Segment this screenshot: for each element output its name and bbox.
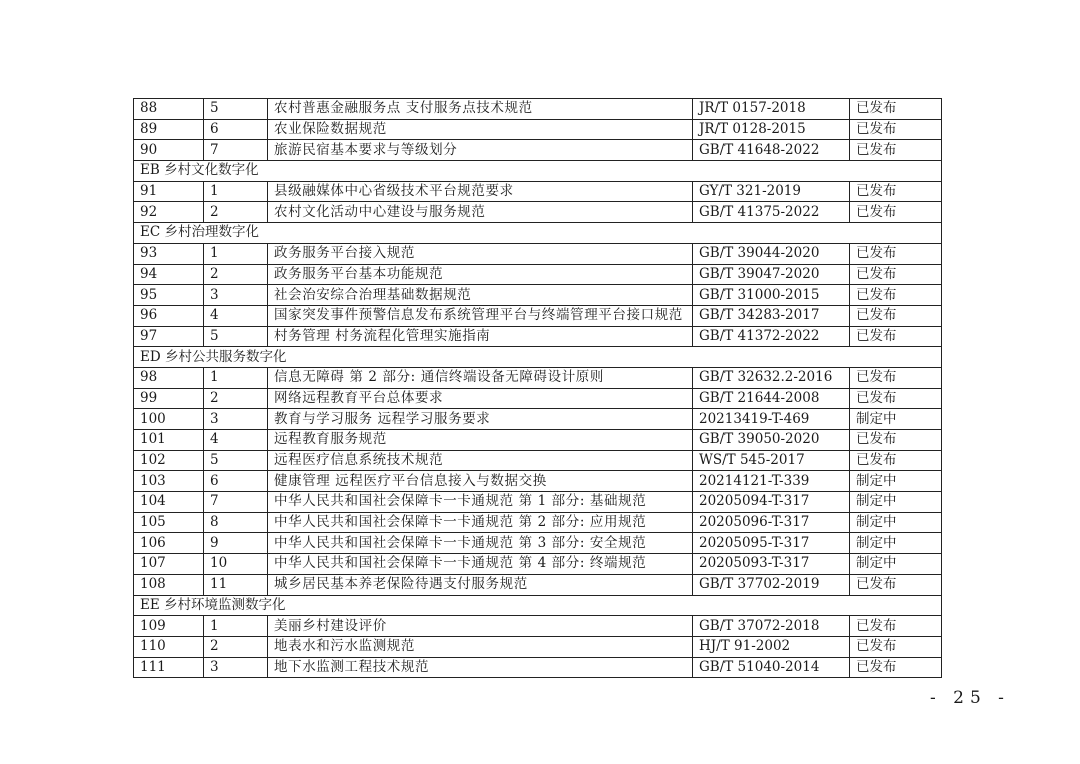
standard-name: 社会治安综合治理基础数据规范 xyxy=(268,285,693,306)
sub-number: 2 xyxy=(204,388,268,409)
standard-name: 村务管理 村务流程化管理实施指南 xyxy=(268,326,693,347)
standard-code: GB/T 21644-2008 xyxy=(693,388,850,409)
sub-number: 11 xyxy=(204,574,268,595)
sub-number: 1 xyxy=(204,616,268,637)
standard-code: 20205096-T-317 xyxy=(693,512,850,533)
standard-name: 远程教育服务规范 xyxy=(268,430,693,451)
table-row xyxy=(134,264,942,285)
standard-code: 20213419-T-469 xyxy=(693,409,850,430)
status-cell: 已发布 xyxy=(850,367,942,388)
status-cell: 已发布 xyxy=(850,119,942,140)
standard-name: 农村普惠金融服务点 支付服务点技术规范 xyxy=(268,99,693,120)
table-row xyxy=(134,305,942,326)
standard-name: 国家突发事件预警信息发布系统管理平台与终端管理平台接口规范 xyxy=(268,305,693,326)
standard-code: GB/T 37702-2019 xyxy=(693,574,850,595)
sub-number: 10 xyxy=(204,554,268,575)
sub-number: 1 xyxy=(204,367,268,388)
row-number: 91 xyxy=(134,181,204,202)
standard-code: GB/T 39044-2020 xyxy=(693,243,850,264)
row-number: 102 xyxy=(134,450,204,471)
row-number: 94 xyxy=(134,264,204,285)
row-number: 107 xyxy=(134,554,204,575)
section-header-row xyxy=(134,161,942,182)
table-row xyxy=(134,119,942,140)
standard-name: 网络远程教育平台总体要求 xyxy=(268,388,693,409)
status-cell: 制定中 xyxy=(850,554,942,575)
section-header-row xyxy=(134,223,942,244)
sub-number: 3 xyxy=(204,285,268,306)
section-title: ED 乡村公共服务数字化 xyxy=(134,347,942,368)
table-row xyxy=(134,636,942,657)
row-number: 92 xyxy=(134,202,204,223)
standard-name: 农业保险数据规范 xyxy=(268,119,693,140)
status-cell: 已发布 xyxy=(850,243,942,264)
status-cell: 已发布 xyxy=(850,616,942,637)
status-cell: 制定中 xyxy=(850,471,942,492)
row-number: 100 xyxy=(134,409,204,430)
section-header-row xyxy=(134,595,942,616)
row-number: 89 xyxy=(134,119,204,140)
sub-number: 2 xyxy=(204,264,268,285)
sub-number: 2 xyxy=(204,636,268,657)
standard-name: 城乡居民基本养老保险待遇支付服务规范 xyxy=(268,574,693,595)
status-cell: 制定中 xyxy=(850,409,942,430)
standard-name: 政务服务平台接入规范 xyxy=(268,243,693,264)
standard-code: GB/T 39047-2020 xyxy=(693,264,850,285)
status-cell: 已发布 xyxy=(850,430,942,451)
standard-code: GB/T 37072-2018 xyxy=(693,616,850,637)
standard-name: 信息无障碍 第 2 部分: 通信终端设备无障碍设计原则 xyxy=(268,367,693,388)
standard-name: 远程医疗信息系统技术规范 xyxy=(268,450,693,471)
standard-name: 中华人民共和国社会保障卡一卡通规范 第 3 部分: 安全规范 xyxy=(268,533,693,554)
standard-code: GB/T 31000-2015 xyxy=(693,285,850,306)
status-cell: 已发布 xyxy=(850,264,942,285)
status-cell: 已发布 xyxy=(850,99,942,120)
status-cell: 已发布 xyxy=(850,574,942,595)
table-row xyxy=(134,471,942,492)
sub-number: 2 xyxy=(204,202,268,223)
sub-number: 3 xyxy=(204,409,268,430)
sub-number: 1 xyxy=(204,181,268,202)
standard-code: GB/T 41648-2022 xyxy=(693,140,850,161)
standard-code: HJ/T 91-2002 xyxy=(693,636,850,657)
sub-number: 3 xyxy=(204,657,268,678)
table-row xyxy=(134,492,942,513)
table-row xyxy=(134,243,942,264)
status-cell: 已发布 xyxy=(850,140,942,161)
standard-code: 20205095-T-317 xyxy=(693,533,850,554)
row-number: 98 xyxy=(134,367,204,388)
standard-code: WS/T 545-2017 xyxy=(693,450,850,471)
table-row xyxy=(134,202,942,223)
standard-name: 地表水和污水监测规范 xyxy=(268,636,693,657)
row-number: 97 xyxy=(134,326,204,347)
standard-name: 农村文化活动中心建设与服务规范 xyxy=(268,202,693,223)
row-number: 105 xyxy=(134,512,204,533)
status-cell: 制定中 xyxy=(850,512,942,533)
sub-number: 9 xyxy=(204,533,268,554)
table-row xyxy=(134,512,942,533)
table-row xyxy=(134,99,942,120)
standard-code: 20205093-T-317 xyxy=(693,554,850,575)
table-row xyxy=(134,616,942,637)
standard-code: 20214121-T-339 xyxy=(693,471,850,492)
row-number: 101 xyxy=(134,430,204,451)
table-row xyxy=(134,657,942,678)
table-row xyxy=(134,140,942,161)
standards-table-body xyxy=(134,99,942,678)
row-number: 109 xyxy=(134,616,204,637)
sub-number: 7 xyxy=(204,140,268,161)
status-cell: 已发布 xyxy=(850,326,942,347)
row-number: 103 xyxy=(134,471,204,492)
standard-name: 教育与学习服务 远程学习服务要求 xyxy=(268,409,693,430)
status-cell: 制定中 xyxy=(850,533,942,554)
row-number: 93 xyxy=(134,243,204,264)
standard-code: GB/T 41375-2022 xyxy=(693,202,850,223)
row-number: 106 xyxy=(134,533,204,554)
standard-code: 20205094-T-317 xyxy=(693,492,850,513)
sub-number: 5 xyxy=(204,326,268,347)
table-row xyxy=(134,533,942,554)
standard-code: GB/T 41372-2022 xyxy=(693,326,850,347)
row-number: 104 xyxy=(134,492,204,513)
table-row xyxy=(134,388,942,409)
table-row xyxy=(134,574,942,595)
page-number: - 25 - xyxy=(930,688,1010,708)
status-cell: 已发布 xyxy=(850,450,942,471)
standard-name: 美丽乡村建设评价 xyxy=(268,616,693,637)
standard-code: JR/T 0128-2015 xyxy=(693,119,850,140)
row-number: 88 xyxy=(134,99,204,120)
sub-number: 5 xyxy=(204,450,268,471)
row-number: 111 xyxy=(134,657,204,678)
standard-name: 地下水监测工程技术规范 xyxy=(268,657,693,678)
row-number: 90 xyxy=(134,140,204,161)
sub-number: 7 xyxy=(204,492,268,513)
table-row xyxy=(134,367,942,388)
standard-code: JR/T 0157-2018 xyxy=(693,99,850,120)
table-row xyxy=(134,450,942,471)
standard-name: 健康管理 远程医疗平台信息接入与数据交换 xyxy=(268,471,693,492)
standard-name: 中华人民共和国社会保障卡一卡通规范 第 1 部分: 基础规范 xyxy=(268,492,693,513)
sub-number: 8 xyxy=(204,512,268,533)
section-title: EE 乡村环境监测数字化 xyxy=(134,595,942,616)
section-title: EB 乡村文化数字化 xyxy=(134,161,942,182)
status-cell: 已发布 xyxy=(850,285,942,306)
row-number: 108 xyxy=(134,574,204,595)
row-number: 110 xyxy=(134,636,204,657)
row-number: 96 xyxy=(134,305,204,326)
sub-number: 1 xyxy=(204,243,268,264)
status-cell: 已发布 xyxy=(850,181,942,202)
section-title: EC 乡村治理数字化 xyxy=(134,223,942,244)
standard-code: GB/T 34283-2017 xyxy=(693,305,850,326)
sub-number: 5 xyxy=(204,99,268,120)
standard-name: 县级融媒体中心省级技术平台规范要求 xyxy=(268,181,693,202)
standard-name: 政务服务平台基本功能规范 xyxy=(268,264,693,285)
status-cell: 已发布 xyxy=(850,202,942,223)
table-row xyxy=(134,430,942,451)
row-number: 99 xyxy=(134,388,204,409)
section-header-row xyxy=(134,347,942,368)
table-row xyxy=(134,409,942,430)
standard-name: 中华人民共和国社会保障卡一卡通规范 第 4 部分: 终端规范 xyxy=(268,554,693,575)
table-row xyxy=(134,181,942,202)
standard-name: 旅游民宿基本要求与等级划分 xyxy=(268,140,693,161)
table-row xyxy=(134,285,942,306)
standard-code: GY/T 321-2019 xyxy=(693,181,850,202)
table-row xyxy=(134,554,942,575)
sub-number: 6 xyxy=(204,471,268,492)
sub-number: 4 xyxy=(204,305,268,326)
standards-table xyxy=(133,98,942,678)
standard-code: GB/T 51040-2014 xyxy=(693,657,850,678)
status-cell: 制定中 xyxy=(850,492,942,513)
status-cell: 已发布 xyxy=(850,657,942,678)
sub-number: 4 xyxy=(204,430,268,451)
status-cell: 已发布 xyxy=(850,388,942,409)
sub-number: 6 xyxy=(204,119,268,140)
status-cell: 已发布 xyxy=(850,636,942,657)
standard-code: GB/T 32632.2-2016 xyxy=(693,367,850,388)
standard-code: GB/T 39050-2020 xyxy=(693,430,850,451)
status-cell: 已发布 xyxy=(850,305,942,326)
table-row xyxy=(134,326,942,347)
standard-name: 中华人民共和国社会保障卡一卡通规范 第 2 部分: 应用规范 xyxy=(268,512,693,533)
row-number: 95 xyxy=(134,285,204,306)
